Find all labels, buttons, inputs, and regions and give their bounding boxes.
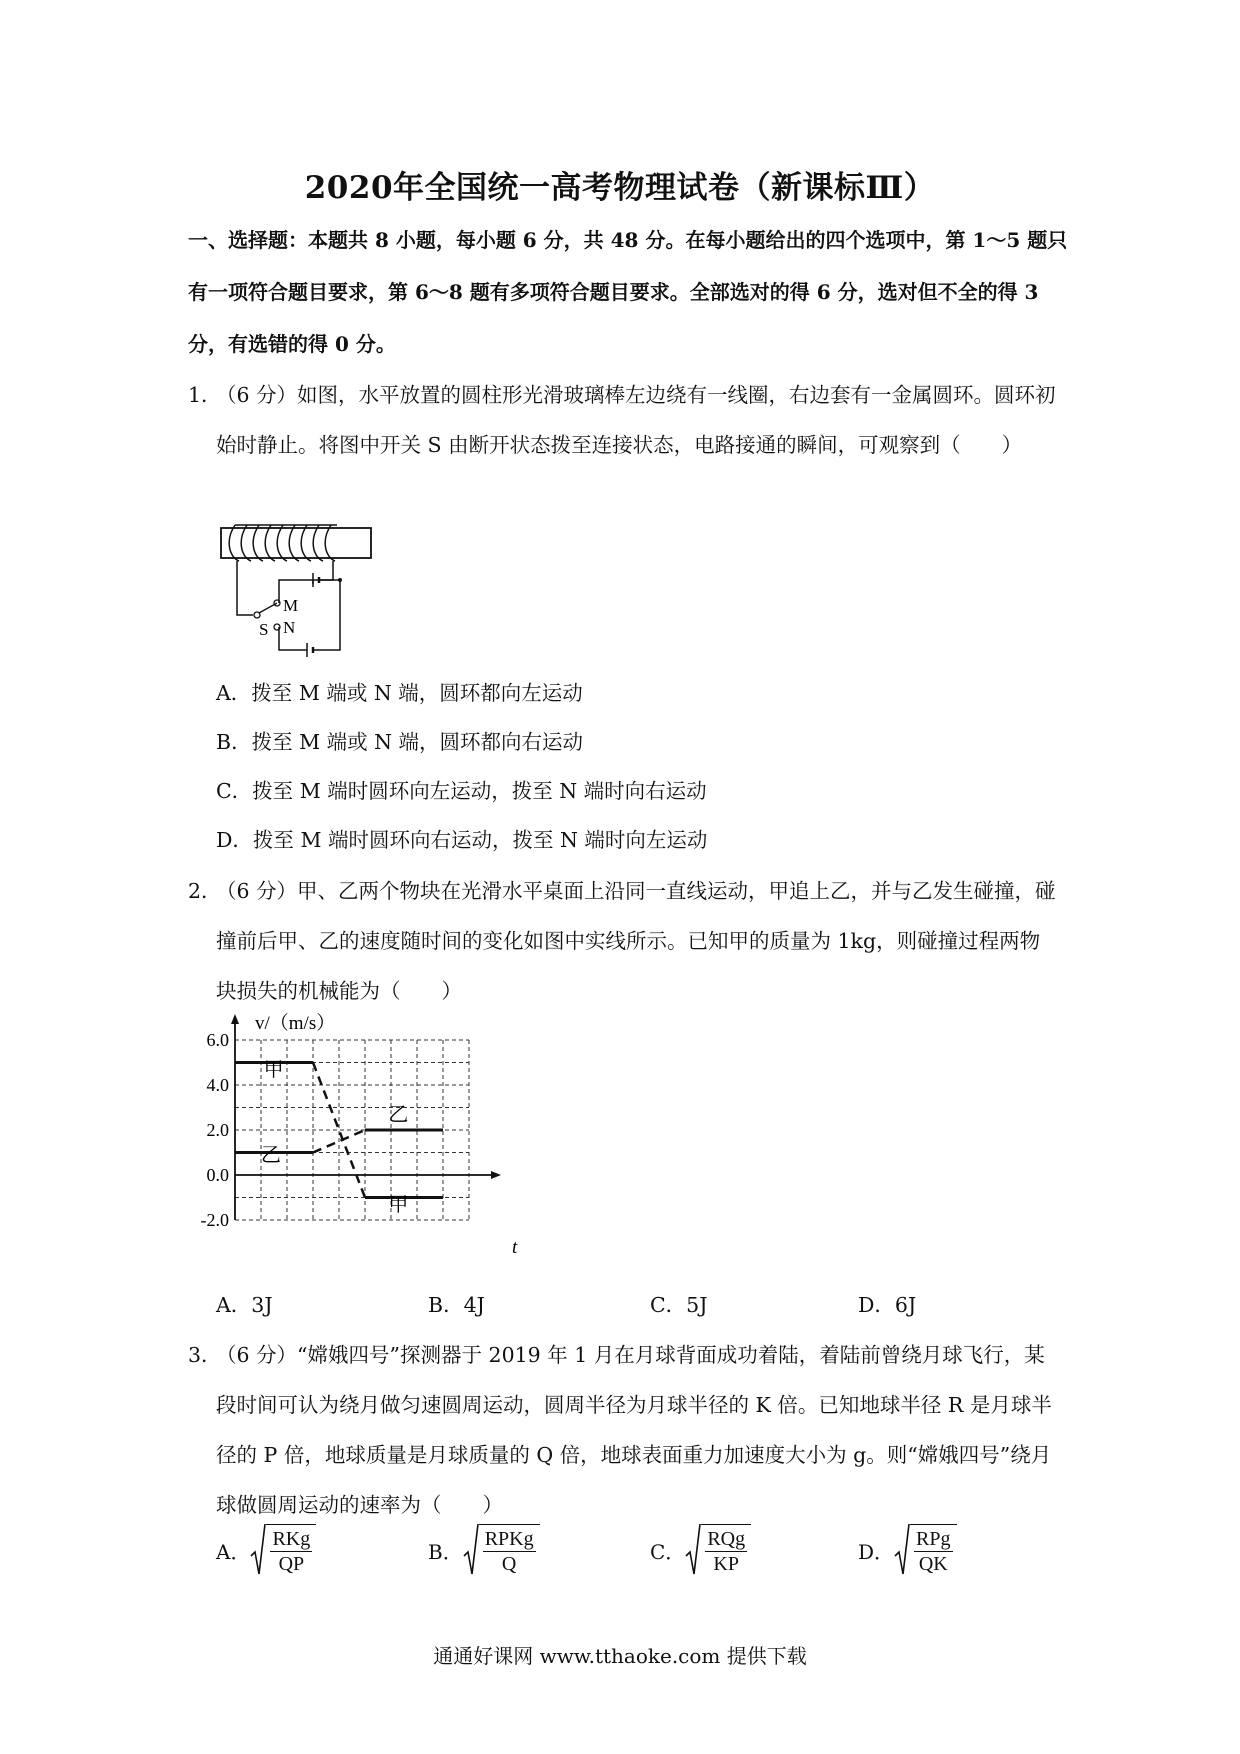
option-a[interactable]: A．3J [216, 1293, 273, 1317]
question-number: 1． [188, 383, 222, 407]
option-c[interactable]: C．拨至 M 端时圆环向左运动，拨至 N 端时向右运动 [216, 779, 707, 803]
label-n: N [283, 618, 296, 637]
option-b[interactable]: B．拨至 M 端或 N 端，圆环都向右运动 [216, 730, 584, 754]
fraction: $\frac{\text{RPKg}}{Q}$ [479, 1524, 540, 1576]
x-axis-label: t [512, 1237, 518, 1258]
y-tick-label: 6.0 [206, 1030, 229, 1050]
chart-tick-labels [201, 1030, 230, 1230]
option-label: A． [216, 1539, 251, 1564]
option-label: D． [858, 1539, 895, 1564]
option-label: B． [428, 1539, 463, 1564]
question-2 [188, 866, 1058, 1016]
y-axis-arrow [231, 1014, 239, 1024]
velocity-time-chart [200, 1010, 555, 1285]
coil-circuit-figure [215, 525, 375, 655]
option-d[interactable]: D．拨至 M 端时圆环向右运动，拨至 N 端时向左运动 [216, 828, 708, 852]
y-tick-label: 0.0 [206, 1165, 229, 1185]
y-tick-label: 2.0 [206, 1120, 229, 1140]
coil [229, 525, 337, 561]
question-number: 3． [188, 1343, 222, 1367]
option-b[interactable]: B．4J [428, 1293, 485, 1317]
y-tick-label: -2.0 [200, 1210, 229, 1230]
option-c[interactable]: C．5J [650, 1293, 708, 1317]
series-label: 甲 [263, 1059, 284, 1081]
option-a[interactable]: A．拨至 M 端或 N 端，圆环都向左运动 [216, 681, 583, 705]
sqrt-icon [685, 1522, 701, 1578]
question-text: （6 分）“嫦娥四号”探测器于 2019 年 1 月在月球背面成功着陆，着陆前曾绕月球飞行，某段时间可认为绕月做匀速圆周运动，圆周半径为月球半径的 K 倍。已知地球半径 R 是月球半径的 P 倍，地球质量是月球质量的 Q 倍，地球表面重力加速度大小为 g。则“嫦娥四号”绕月球做圆周运动的速率为（ ） [216, 1343, 1052, 1517]
y-tick-label: 4.0 [206, 1075, 229, 1095]
section-heading: 一、选择题：本题共 8 小题，每小题 6 分，共 48 分。在每小题给出的四个选项中，第 1～5 题只有一项符合题目要求，第 6～8 题有多项符合题目要求。全部选对的得 6 分，选对但不全的得 3 分，有选错的得 0 分。 [188, 228, 1068, 356]
question-1 [188, 370, 1058, 470]
chart-axes [231, 1014, 501, 1220]
option-b[interactable] [428, 1522, 540, 1578]
option-d[interactable]: D．6J [858, 1293, 917, 1317]
fraction: $\frac{\text{RPg}}{QK}$ [910, 1524, 956, 1576]
page-title: 2020年全国统一高考物理试卷（新课标Ⅲ） [304, 170, 936, 206]
series-label: 乙 [388, 1104, 409, 1126]
option-label: C． [650, 1539, 686, 1564]
y-axis-label: v/（m/s） [255, 1013, 336, 1034]
sqrt-icon [463, 1522, 479, 1578]
option-d[interactable] [858, 1522, 957, 1578]
question-number: 2． [188, 879, 222, 903]
question-text: （6 分）甲、乙两个物块在光滑水平桌面上沿同一直线运动，甲追上乙，并与乙发生碰撞，碰撞前后甲、乙的速度随时间的变化如图中实线所示。已知甲的质量为 1kg，则碰撞过程两物块损失的机械能为（ ） [216, 879, 1056, 1003]
fraction: $\frac{\text{RQg}}{KP}$ [701, 1524, 751, 1576]
series-label: 乙 [261, 1144, 281, 1167]
series-label: 甲 [388, 1194, 409, 1216]
sqrt-icon [250, 1522, 266, 1578]
x-axis-arrow [491, 1171, 501, 1179]
question-3 [188, 1330, 1058, 1530]
fraction: $\frac{\text{RKg}}{QP}$ [266, 1524, 316, 1576]
footer: 通通好课网 www.tthaoke.com 提供下载 [433, 1644, 807, 1668]
question-text: （6 分）如图，水平放置的圆柱形光滑玻璃棒左边绕有一线圈，右边套有一金属圆环。圆环初始时静止。将图中开关 S 由断开状态拨至连接状态，电路接通的瞬间，可观察到（ ） [216, 383, 1056, 457]
sqrt-icon [894, 1522, 910, 1578]
option-c[interactable] [650, 1522, 751, 1578]
label-m: M [283, 596, 299, 615]
label-s: S [259, 620, 269, 639]
option-a[interactable] [216, 1522, 316, 1578]
